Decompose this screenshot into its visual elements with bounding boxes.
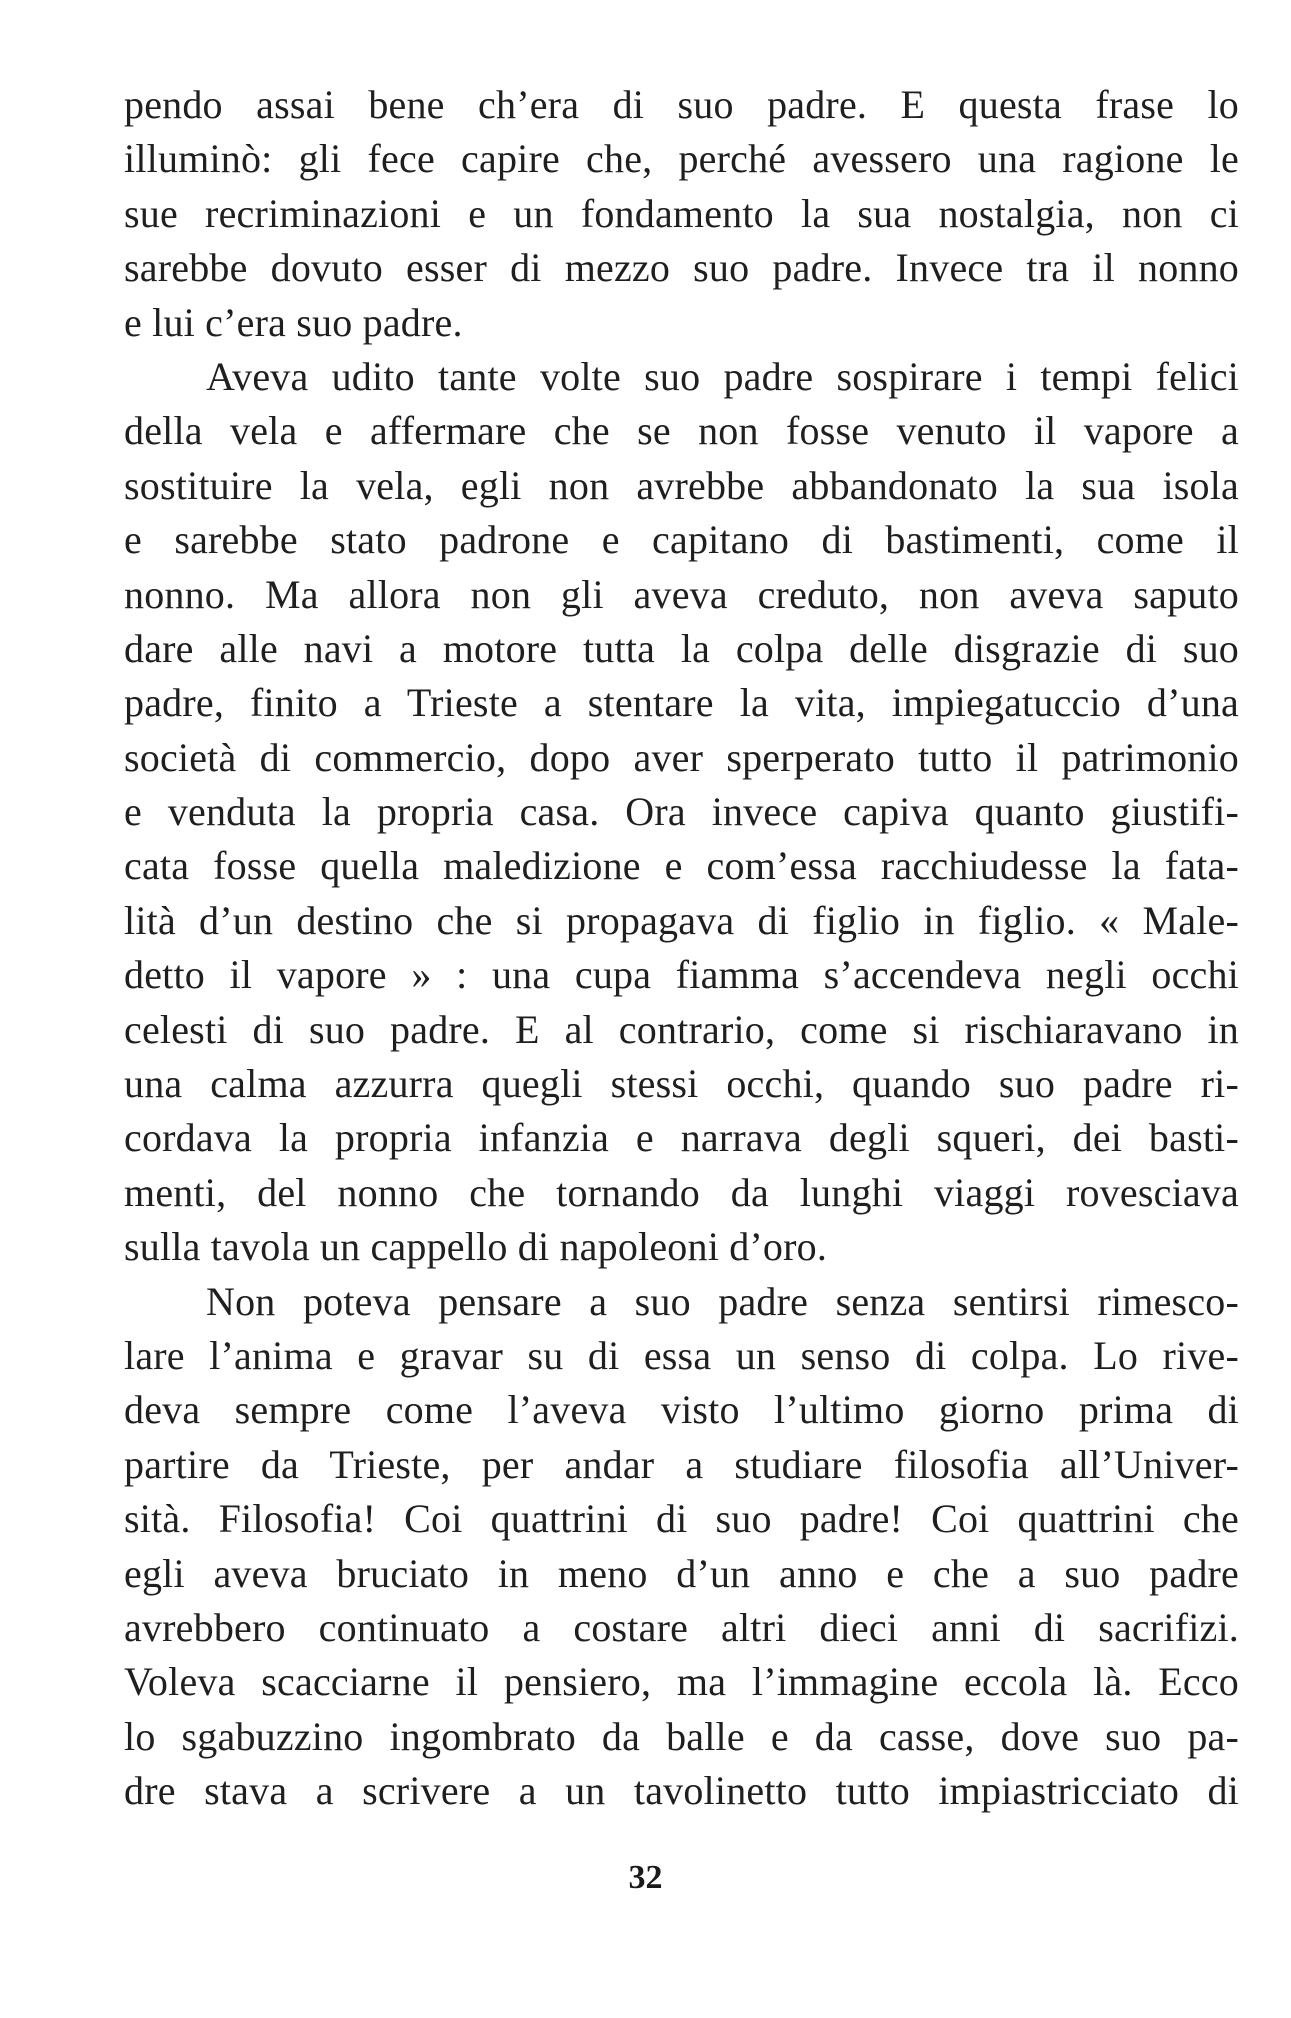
text-line: della vela e affermare che se non fosse venuto il vapore a xyxy=(124,408,1239,454)
body-text xyxy=(124,78,1239,1819)
text-line: illuminò: gli fece capire che, perché avessero una ragione le xyxy=(124,136,1239,182)
text-line: partire da Trieste, per andar a studiare filosofia all’Univer- xyxy=(124,1441,1239,1487)
text-line: detto il vapore » : una cupa fiamma s’accendeva negli occhi xyxy=(124,952,1239,998)
text-line: e venduta la propria casa. Ora invece capiva quanto giustifi- xyxy=(124,789,1239,835)
text-line: una calma azzurra quegli stessi occhi, quando suo padre ri- xyxy=(124,1061,1239,1107)
text-line: padre, finito a Trieste a stentare la vita, impiegatuccio d’una xyxy=(124,680,1239,726)
text-line: avrebbero continuato a costare altri dieci anni di sacrifizi. xyxy=(124,1604,1239,1650)
text-line: cordava la propria infanzia e narrava degli squeri, dei basti- xyxy=(124,1115,1239,1161)
text-line: e sarebbe stato padrone e capitano di bastimenti, come il xyxy=(124,517,1239,563)
text-line: Aveva udito tante volte suo padre sospirare i tempi felici xyxy=(206,353,1239,399)
text-line: dre stava a scrivere a un tavolinetto tutto impiastricciato di xyxy=(124,1768,1239,1814)
text-line: sarebbe dovuto esser di mezzo suo padre. Invece tra il nonno xyxy=(124,245,1239,291)
text-line: lo sgabuzzino ingombrato da balle e da casse, dove suo pa- xyxy=(124,1713,1239,1759)
text-line: deva sempre come l’aveva visto l’ultimo giorno prima di xyxy=(124,1387,1239,1433)
text-line: menti, del nonno che tornando da lunghi viaggi rovesciava xyxy=(124,1169,1239,1215)
paragraph xyxy=(124,350,1239,1275)
text-line: sostituire la vela, egli non avrebbe abbandonato la sua isola xyxy=(124,462,1239,508)
text-line: celesti di suo padre. E al contrario, come si rischiaravano in xyxy=(124,1006,1239,1052)
text-line: pendo assai bene ch’era di suo padre. E questa frase lo xyxy=(124,82,1239,127)
text-line: sulla tavola un cappello di napoleoni d’oro. xyxy=(124,1224,828,1270)
text-line: nonno. Ma allora non gli aveva creduto, non aveva saputo xyxy=(124,571,1239,617)
paragraph xyxy=(124,1275,1239,1819)
text-line: sità. Filosofia! Coi quattrini di suo padre! Coi quattrini che xyxy=(124,1496,1239,1542)
text-line: lità d’un destino che si propagava di figlio in figlio. « Male- xyxy=(124,897,1239,943)
text-line: Non poteva pensare a suo padre senza sentirsi rimesco- xyxy=(206,1278,1239,1324)
text-line: Voleva scacciarne il pensiero, ma l’immagine eccola là. Ecco xyxy=(124,1659,1239,1705)
page-number: 32 xyxy=(628,1859,663,1896)
text-line: società di commercio, dopo aver sperperato tutto il patrimonio xyxy=(124,734,1239,780)
text-line: e lui c’era suo padre. xyxy=(124,299,463,345)
text-line: sue recriminazioni e un fondamento la sua nostalgia, non ci xyxy=(124,190,1239,236)
text-line: egli aveva bruciato in meno d’un anno e che a suo padre xyxy=(124,1550,1239,1596)
text-line: lare l’anima e gravar su di essa un senso di colpa. Lo rive- xyxy=(124,1332,1239,1378)
text-line: cata fosse quella maledizione e com’essa racchiudesse la fata- xyxy=(124,843,1239,889)
paragraph xyxy=(124,78,1239,350)
text-line: dare alle navi a motore tutta la colpa delle disgrazie di suo xyxy=(124,625,1239,671)
